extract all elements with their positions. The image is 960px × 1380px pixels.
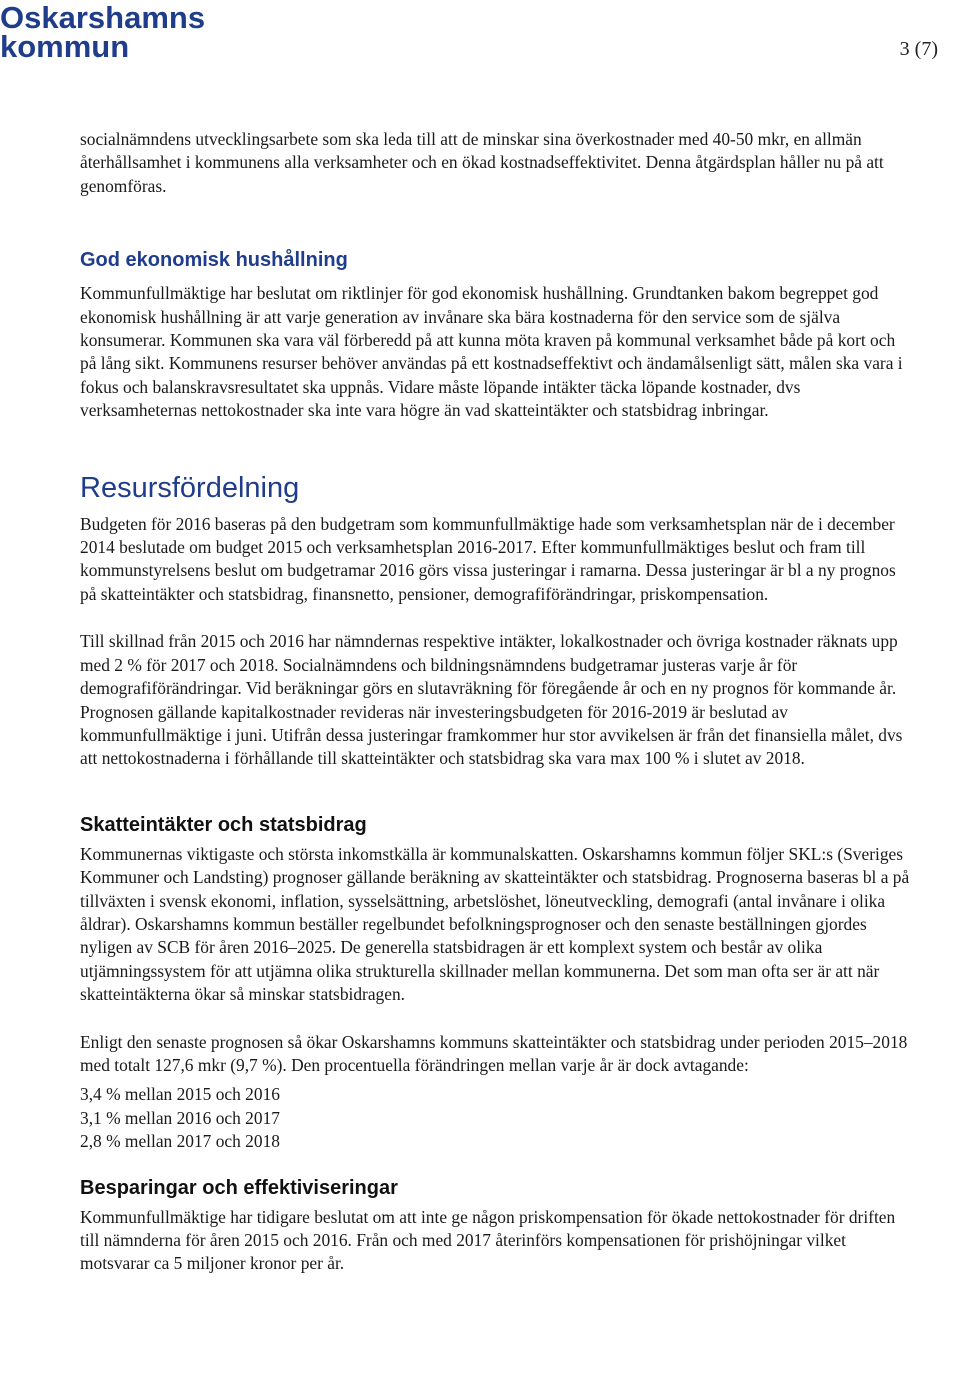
logo-line-2: kommun — [0, 29, 130, 62]
percentage-change-list — [80, 1083, 915, 1153]
besparingar-paragraph: Kommunfullmäktige har tidigare beslutat om att inte ge någon priskompensation för ökade nettokostnader för driften till nämnderna för åren 2015 och 2016. Från och med 2017 återinförs kompensationen för prishöjningar vilket motsvarar ca 5 miljoner kronor per år. — [80, 1206, 896, 1274]
logo-line-1: Oskarshamns — [0, 0, 206, 35]
municipality-logo — [0, 0, 215, 62]
intro-paragraph: socialnämndens utvecklingsarbete som ska leda till att de minskar sina överkostnader med 40-50 mkr, en allmän återhållsamhet i kommunens alla verksamheter och en ökad kostnadseffektivitet. Denna åtgärdsplan håller nu på att genomföras. — [80, 129, 884, 196]
skatt-paragraph-2: Enligt den senaste prognosen så ökar Oskarshamns kommuns skatteintäkter och statsbidrag under perioden 2015–2018 med totalt 127,6 mkr (9,7 %). Den procentuella förändringen mellan varje år är dock avtagande: — [80, 1031, 908, 1075]
resurs-paragraph-2: Till skillnad från 2015 och 2016 har nämndernas respektive intäkter, lokalkostnader och övriga kostnader räknats upp med 2 % för 2017 och 2018. Socialnämndens och bildningsnämndens budgetramar justeras varje år för demografiförändringar. Vid beräkningar görs en slutavräkning för föregående år och en ny prognos för kommande år. Prognosen gällande kapitalkostnader revideras när investeringsbudgeten för 2016-2019 är beslutad av kommunfullmäktige i juni. Utifrån dessa justeringar framkommer hur stor avvikelsen är från det finansiella målet, dvs att nettokostnaderna i förhållande till skatteintäkter och statsbidrag ska vara max 100 % i slutet av 2018. — [80, 631, 903, 769]
heading-besparingar: Besparingar och effektiviseringar — [80, 1176, 398, 1199]
list-item: 2,8 % mellan 2017 och 2018 — [80, 1131, 280, 1152]
document-body — [80, 128, 915, 1276]
god-ekonomisk-paragraph: Kommunfullmäktige har beslutat om riktlinjer för god ekonomisk hushållning. Grundtanken bakom begreppet god ekonomisk hushållning är att varje generation av invånare ska bära kostnaderna för den service som de själva konsumerar. Kommunen ska vara väl förberedd på att kunna möta kraven på kommunal verksamhet både på kort och på lång sikt. Kommunens resurser behöver användas på ett kostnadseffektivt och ändamålsenligt sätt, målen ska vara i fokus och balanskravsresultatet ska uppnås. Vidare måste löpande intäkter täcka löpande kostnader, dvs verksamheternas nettokostnader ska inte vara högre än vad skatteintäkter och statsbidrag inbringar. — [80, 283, 903, 421]
resurs-paragraph-1: Budgeten för 2016 baseras på den budgetram som kommunfullmäktige hade som verksamhetsplan när de i december 2014 beslutade om budget 2015 och verksamhetsplan 2016-2017. Efter kommunfullmäktiges beslut och fram till kommunstyrelsens beslut om budgetramar 2016 görs vissa justeringar i ramarna. Dessa justeringar är bl a ny prognos på skatteintäkter och statsbidrag, finansnetto, pensioner, demografiförändringar, priskompensation. — [80, 513, 896, 604]
heading-skatteintakter: Skatteintäkter och statsbidrag — [80, 813, 367, 836]
list-item: 3,1 % mellan 2016 och 2017 — [80, 1107, 280, 1128]
logo-wordmark — [0, 0, 215, 62]
skatt-paragraph-1: Kommunernas viktigaste och största inkomstkälla är kommunalskatten. Oskarshamns kommun följer SKL:s (Sveriges Kommuner och Landsting) prognoser gällande beräkning av skatteintäkter och statsbidrag. Prognoserna baseras bl a på tillväxten i svensk ekonomi, inflation, sysselsättning, arbetslöshet, löneutveckling, demografi (antal invånare i olika åldrar). Oskarshamns kommun beställer regelbundet befolkningsprognoser och den senaste beställningen gjordes nyligen av SCB för åren 2016–2025. De generella statsbidragen är ett komplext system och består av olika utjämningssystem för att utjämna olika strukturella skillnader mellan kommunerna. Det som man ofta ser är att när skatteintäkterna ökar så minskar statsbidragen. — [80, 843, 910, 1005]
page-number: 3 (7) — [899, 38, 938, 60]
heading-god-ekonomisk-hushallning: God ekonomisk hushållning — [80, 249, 348, 272]
list-item: 3,4 % mellan 2015 och 2016 — [80, 1084, 280, 1105]
heading-resursfordelning: Resursfördelning — [80, 471, 300, 504]
